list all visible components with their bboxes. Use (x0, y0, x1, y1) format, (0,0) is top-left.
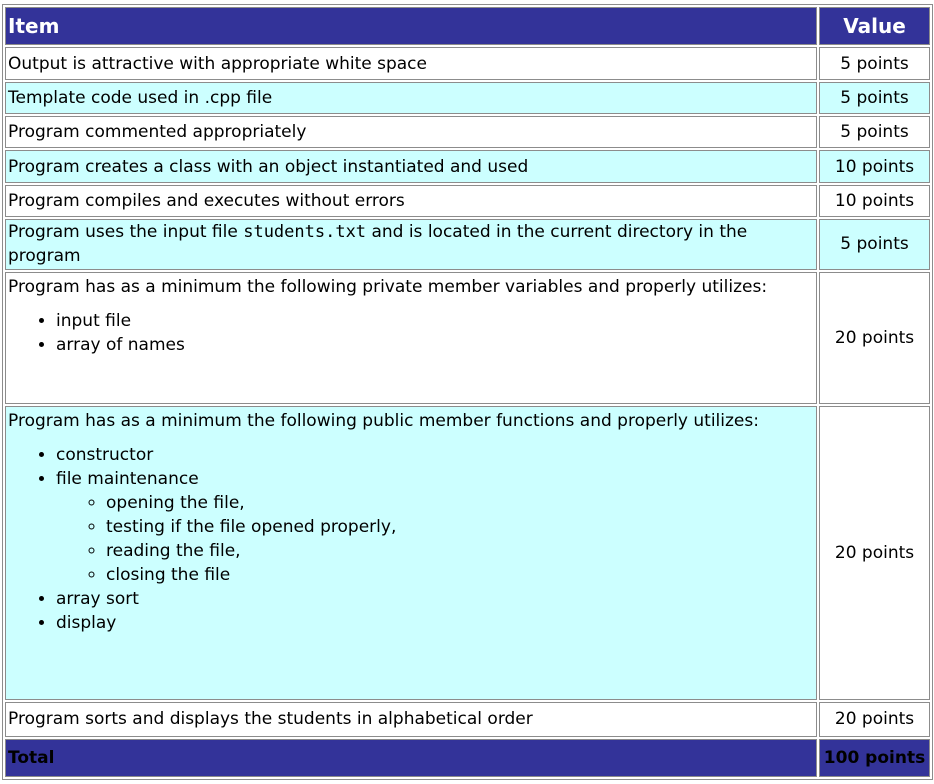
value-cell: 10 points (819, 150, 930, 182)
value-cell: 20 points (819, 406, 930, 700)
sub-bullet-list (56, 491, 814, 587)
bullet-list (8, 309, 814, 357)
list-item: • array of names (56, 333, 814, 357)
value-cell: 20 points (819, 702, 930, 736)
list-item: • array sort (56, 587, 814, 611)
item-cell: Program creates a class with an object instantiated and used (5, 150, 817, 182)
sub-list-item: ◦ opening the file, (106, 491, 814, 515)
table-row (5, 116, 930, 148)
value-cell: 5 points (819, 82, 930, 114)
sub-list-item: ◦ closing the file (106, 563, 814, 587)
item-cell: Program compiles and executes without errors (5, 185, 817, 217)
item-cell: Program commented appropriately (5, 116, 817, 148)
value-cell: 5 points (819, 219, 930, 270)
table-row (5, 47, 930, 79)
value-cell: 5 points (819, 116, 930, 148)
item-cell: Output is attractive with appropriate white space (5, 47, 817, 79)
table-row (5, 185, 930, 217)
value-column-header: Value (819, 7, 930, 45)
table-row (5, 219, 930, 270)
item-column-header: Item (5, 7, 817, 45)
rubric-table (2, 4, 933, 780)
input-filename: students.txt (243, 222, 367, 243)
total-label: Total (5, 739, 817, 777)
list-item: • display (56, 611, 814, 635)
value-cell: 5 points (819, 47, 930, 79)
item-intro: Program has as a minimum the following private member variables and properly utilizes: (8, 276, 768, 297)
item-cell: Program sorts and displays the students in alphabetical order (5, 702, 817, 736)
total-row (5, 739, 930, 777)
list-item: • constructor (56, 443, 814, 467)
sub-list-item: ◦ reading the file, (106, 539, 814, 563)
table-row (5, 272, 930, 404)
table-row (5, 82, 930, 114)
value-cell: 20 points (819, 272, 930, 404)
item-cell (5, 272, 817, 404)
value-cell: 10 points (819, 185, 930, 217)
total-value: 100 points (819, 739, 930, 777)
item-cell (5, 219, 817, 270)
item-text-before: Program uses the input file (8, 222, 244, 243)
bullet-list (8, 443, 814, 635)
item-cell (5, 406, 817, 700)
list-item: • input file (56, 309, 814, 333)
item-text-after: and is located in the current directory in the program (8, 222, 748, 267)
list-item-label: file maintenance (56, 469, 199, 490)
header-row (5, 7, 930, 45)
list-item (56, 467, 814, 587)
sub-list-item: ◦ testing if the file opened properly, (106, 515, 814, 539)
table-row (5, 702, 930, 736)
item-cell: Template code used in .cpp file (5, 82, 817, 114)
table-row (5, 406, 930, 700)
item-intro: Program has as a minimum the following public member functions and properly utilizes: (8, 411, 759, 432)
table-row (5, 150, 930, 182)
